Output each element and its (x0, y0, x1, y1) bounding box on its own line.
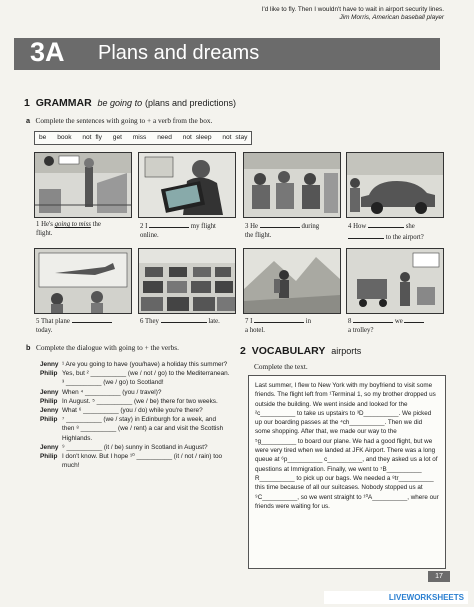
caption-3 (245, 220, 343, 240)
dialogue-line (40, 452, 230, 470)
item-number: 7 (245, 318, 249, 325)
dialogue-line (40, 360, 230, 369)
vocabulary-heading (240, 345, 361, 357)
grammar-heading (24, 97, 236, 109)
caption-1 (36, 220, 134, 238)
speaker-name: Philip (40, 416, 58, 424)
item-number: 3 (245, 223, 249, 230)
speaker-name: Philip (40, 370, 58, 378)
word-box-item: not stay (222, 134, 248, 141)
illustration-2 (138, 152, 236, 218)
dialogue-line (40, 443, 230, 452)
item-number: 2 (140, 223, 144, 230)
illustration-7 (243, 248, 341, 314)
word-box-item: get (112, 134, 122, 141)
gap-fill-text[interactable]: Last summer, I flew to New York with my boyfriend to visit some friends. The flight left from ¹Terminal 1, so my brother dropped us outside the building. We went inside and looked for the ²c__________ to take us upstairs to ³D__________. We picked up our boarding passes at the ⁴ch__________. Then we did some shopping. After that, we made our way to the ⁵g__________ to board our plane. We had a good flight, but we were very tired when we landed at JFK Airport. There was a long queue at ⁶p__________ c__________, and they asked us a lot of questions at Immigration. Finally, we went to ⁷B__________ R__________ to pick up our bags. We needed a ⁸tr__________ this time because of all our suitcases. Nobody stopped us at ⁹C__________, so we went straight to ¹⁰A__________, where our friends were waiting for us. (255, 382, 439, 510)
section-title: VOCABULARY (251, 345, 326, 357)
dialogue-text[interactable]: When ⁴ __________ (you / travel)? (62, 388, 162, 396)
dialogue-line (40, 397, 230, 406)
caption-text: she (405, 223, 415, 230)
answer-blank[interactable] (149, 220, 189, 228)
dialogue-line (40, 415, 230, 443)
caption-7 (245, 315, 343, 335)
dialogue-text[interactable]: In August. ⁵ __________ (we / be) there for two weeks. (62, 397, 218, 405)
section-title: GRAMMAR (35, 97, 92, 109)
exercise-b-instruction (26, 343, 179, 352)
illustration-8 (346, 248, 444, 314)
dialogue-text[interactable]: What ⁶ __________ (you / do) while you're there? (62, 407, 203, 415)
caption-8 (348, 315, 446, 335)
caption-4 (348, 220, 446, 242)
caption-text: to the airport? (385, 234, 424, 241)
speaker-name: Jenny (40, 407, 59, 415)
dialogue-text[interactable]: ⁷ __________ (we / stay) in Edinburgh for a week, and then ⁸ __________ (we / rent) a car and visit the Scottish Highlands. (62, 416, 224, 442)
dialogue-text[interactable]: ⁹ __________ (it / be) sunny in Scotland in August? (62, 443, 208, 451)
caption-text: my flight (190, 223, 216, 230)
word-box-item: not fly (82, 134, 102, 141)
word-box-item: not sleep (182, 134, 212, 141)
caption-2 (140, 220, 238, 240)
word-box-item: need (157, 134, 172, 141)
instruction-text: Complete the sentences with going to + a verb from the box. (35, 116, 213, 125)
section-subtitle: (plans and predictions) (145, 98, 237, 108)
illustration-6 (138, 248, 236, 314)
caption-text: in (305, 318, 312, 325)
quote-source: Jim Morris, American baseball player (339, 14, 444, 22)
vocabulary-instruction: Complete the text. (254, 362, 308, 371)
example-answer: going to miss (54, 221, 91, 228)
word-box-item: be (39, 134, 47, 141)
caption-text: during (301, 223, 320, 230)
caption-text: They (144, 318, 159, 325)
answer-blank[interactable] (72, 315, 112, 323)
epigraph-quote (184, 6, 444, 23)
instruction-text: Complete the dialogue with going to + the verbs. (35, 343, 179, 352)
speaker-name: Philip (40, 453, 58, 461)
caption-text: today. (36, 327, 53, 334)
dialogue-text[interactable]: I don't know. But I hope ¹⁰ __________ (it / not / rain) too much! (62, 453, 223, 470)
item-number: 6 (140, 318, 144, 325)
caption-5 (36, 315, 134, 335)
item-number: 8 (348, 318, 352, 325)
speaker-name: Jenny (40, 388, 59, 396)
dialogue-text[interactable]: ¹ Are you going to have (you/have) a holiday this summer? (62, 361, 228, 368)
word-box-item: miss (132, 134, 147, 141)
caption-text: the flight. (245, 232, 272, 239)
dialogue (40, 360, 230, 470)
answer-blank[interactable] (161, 315, 207, 323)
item-number: 5 (36, 318, 40, 325)
watermark-logo: LIVEWORKSHEETS (324, 591, 468, 604)
answer-blank[interactable] (368, 220, 404, 228)
quote-text: I'd like to fly. Then I wouldn't have to wait in airport security lines. (261, 6, 444, 13)
section-number: 1 (24, 97, 30, 109)
dialogue-text[interactable]: Yes, but ² __________ (we / not / go) to the Mediterranean. ³ __________ (we / go) to Scotland! (62, 370, 230, 387)
dialogue-line (40, 406, 230, 415)
caption-text: How (353, 223, 367, 230)
unit-number: 3A (30, 37, 65, 67)
exercise-letter: a (26, 116, 31, 125)
illustration-1 (34, 152, 132, 218)
unit-banner (14, 38, 440, 70)
caption-text: online. (140, 232, 159, 239)
answer-blank[interactable] (348, 231, 384, 239)
exercise-letter: b (26, 343, 31, 352)
caption-text: That plane (40, 318, 70, 325)
word-box-item: book (57, 134, 72, 141)
speaker-name: Jenny (40, 361, 59, 368)
section-subtitle-italic: be going to (97, 98, 143, 108)
illustration-3 (243, 152, 341, 218)
caption-text: flight. (36, 230, 53, 237)
page-number: 17 (428, 571, 450, 582)
illustration-5 (34, 248, 132, 314)
dialogue-line (40, 388, 230, 397)
caption-text: late. (208, 318, 220, 325)
section-subtitle: airports (331, 346, 362, 356)
caption-text: I (250, 318, 253, 325)
item-number: 4 (348, 223, 352, 230)
gap-fill-text-box (248, 375, 446, 569)
speaker-name: Jenny (40, 443, 59, 451)
caption-text: the (92, 221, 101, 228)
speaker-name: Philip (40, 397, 58, 405)
caption-text: He (250, 223, 259, 230)
dialogue-line (40, 369, 230, 387)
caption-text: a hotel. (245, 327, 266, 334)
caption-text: I (145, 223, 148, 230)
exercise-a-instruction (26, 116, 212, 125)
caption-text: we (394, 318, 403, 325)
caption-text: a trolley? (348, 327, 374, 334)
item-number: 1 (36, 221, 40, 228)
answer-blank[interactable] (254, 315, 304, 323)
unit-title: Plans and dreams (98, 42, 260, 64)
answer-blank[interactable] (404, 315, 424, 323)
caption-text: He's (41, 221, 53, 228)
answer-blank[interactable] (353, 315, 393, 323)
illustration-4 (346, 152, 444, 218)
answer-blank[interactable] (260, 220, 300, 228)
word-box (34, 131, 252, 145)
section-number: 2 (240, 345, 246, 357)
caption-6 (140, 315, 238, 326)
